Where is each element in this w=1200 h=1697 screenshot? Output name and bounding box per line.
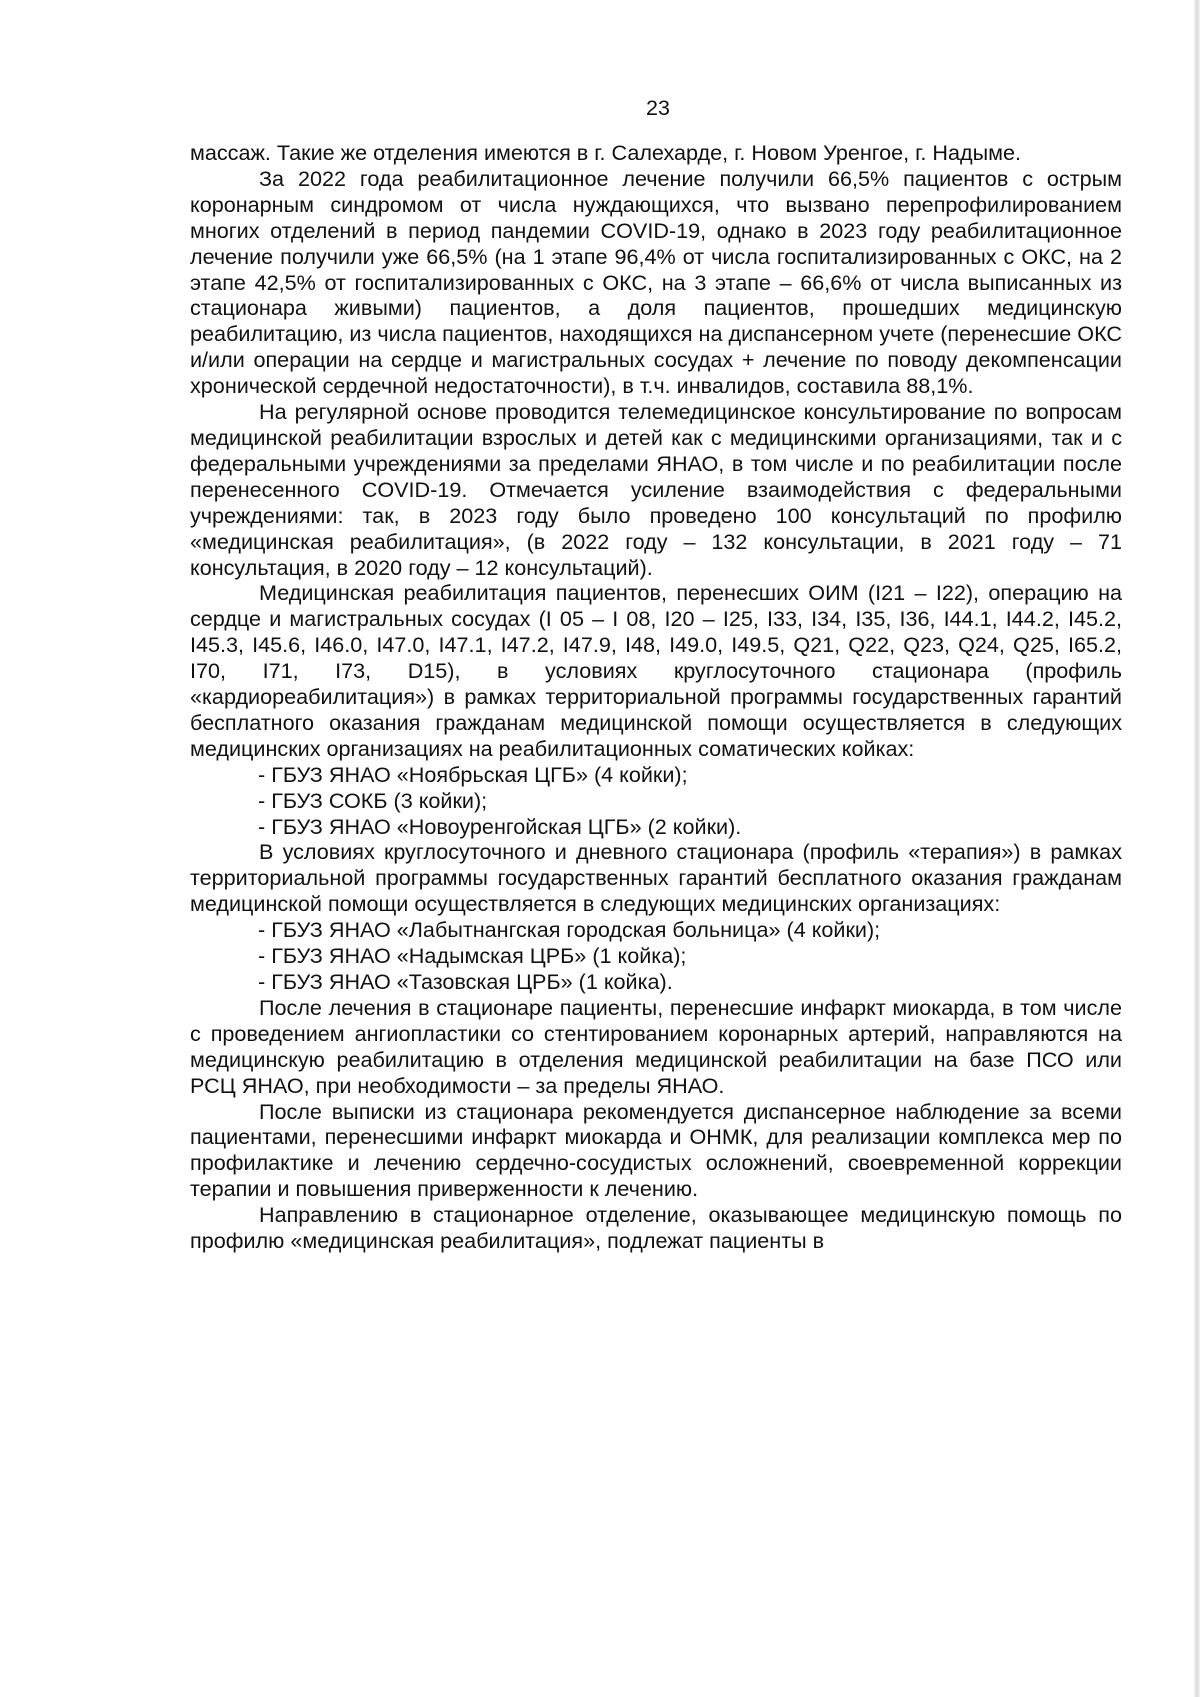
paragraph-telemedicine: На регулярной основе проводится телемедицинское консультирование по вопросам медицинской реабилитации взрослых и детей как с медицинскими организациями, так и с федеральными учреждениями за пределами ЯНАО, в том числе и по реабилитации после перенесенного COVID-19. Отмечается усиление взаимодействия с федеральными учреждениями: так, в 2023 году было проведено 100 консультаций по профилю «медицинская реабилитация», (в 2022 году – 132 консультации, в 2021 году – 71 консультация, в 2020 году – 12 консультаций).	[190, 399, 1122, 580]
list-item: - ГБУЗ ЯНАО «Тазовская ЦРБ» (1 койка).	[258, 969, 673, 994]
paragraph-rehab-statistics: За 2022 года реабилитационное лечение получили 66,5% пациентов с острым коронарным синдромом от числа нуждающихся, что вызвано перепрофилированием многих отделений в период пандемии COVID-19, однако в 2023 году реабилитационное лечение получили уже 66,5% (на 1 этапе 96,4% от числа госпитализированных с ОКС, на 2 этапе 42,5% от госпитализированных с ОКС, на 3 этапе – 66,6% от числа выписанных из стационара живыми) пациентов, а доля пациентов, прошедших медицинскую реабилитацию, из числа пациентов, находящихся на диспансерном учете (перенесшие ОКС и/или операции на сердце и магистральных сосудах + лечение по поводу декомпенсации хронической сердечной недостаточности), в т.ч. инвалидов, составила 88,1%.	[190, 165, 1122, 399]
paragraph-cardio-rehab: Медицинская реабилитация пациентов, перенесших ОИМ (I21 – I22), операцию на сердце и магистральных сосудах (I 05 – I 08, I20 – I25, I33, I34, I35, I36, I44.1, I44.2, I45.2, I45.3, I45.6, I46.0, I47.0, I47.1, I47.2, I47.9, I48, I49.0, I49.5, Q21, Q22, Q23, Q24, Q25, I65.2, I70, I71, I73, D15), в условиях круглосуточного стационара (профиль «кардиореабилитация») в рамках территориальной программы государственных гарантий бесплатного оказания гражданам медицинской помощи осуществляется в следующих медицинских организациях на реабилитационных соматических койках:	[190, 580, 1122, 761]
list-item: - ГБУЗ ЯНАО «Лабытнангская городская больница» (4 койки);	[258, 917, 881, 943]
list-item: - ГБУЗ ЯНАО «Новоуренгойская ЦГБ» (2 койки).	[258, 813, 742, 839]
paragraph-continued: массаж. Такие же отделения имеются в г. Салехарде, г. Новом Уренгое, г. Надыме.	[190, 140, 1021, 165]
page-number: 23	[646, 96, 670, 120]
page-edge-shadow	[1193, 0, 1200, 1697]
list-item: - ГБУЗ СОКБ (3 койки);	[258, 787, 488, 813]
list-item: - ГБУЗ ЯНАО «Ноябрьская ЦГБ» (4 койки);	[258, 761, 688, 787]
paragraph-referral: Направлению в стационарное отделение, оказывающее медицинскую помощь по профилю «медицинская реабилитация», подлежат пациенты в	[190, 1202, 1122, 1254]
paragraph-therapy-profile: В условиях круглосуточного и дневного стационара (профиль «терапия») в рамках территориальной программы государственных гарантий бесплатного оказания гражданам медицинской помощи осуществляется в следующих медицинских организациях:	[190, 839, 1122, 917]
document-body	[190, 140, 1122, 1254]
paragraph-dispensary: После выписки из стационара рекомендуется диспансерное наблюдение за всеми пациентами, перенесшими инфаркт миокарда и ОНМК, для реализации комплекса мер по профилактике и лечению сердечно-сосудистых осложнений, своевременной коррекции терапии и повышения приверженности к лечению.	[190, 1098, 1122, 1202]
list-item: - ГБУЗ ЯНАО «Надымская ЦРБ» (1 койка);	[258, 943, 687, 969]
paragraph-after-treatment: После лечения в стационаре пациенты, перенесшие инфаркт миокарда, в том числе с проведением ангиопластики со стентированием коронарных артерий, направляются на медицинскую реабилитацию в отделения медицинской реабилитации на базе ПСО или РСЦ ЯНАО, при необходимости – за пределы ЯНАО.	[190, 994, 1122, 1098]
